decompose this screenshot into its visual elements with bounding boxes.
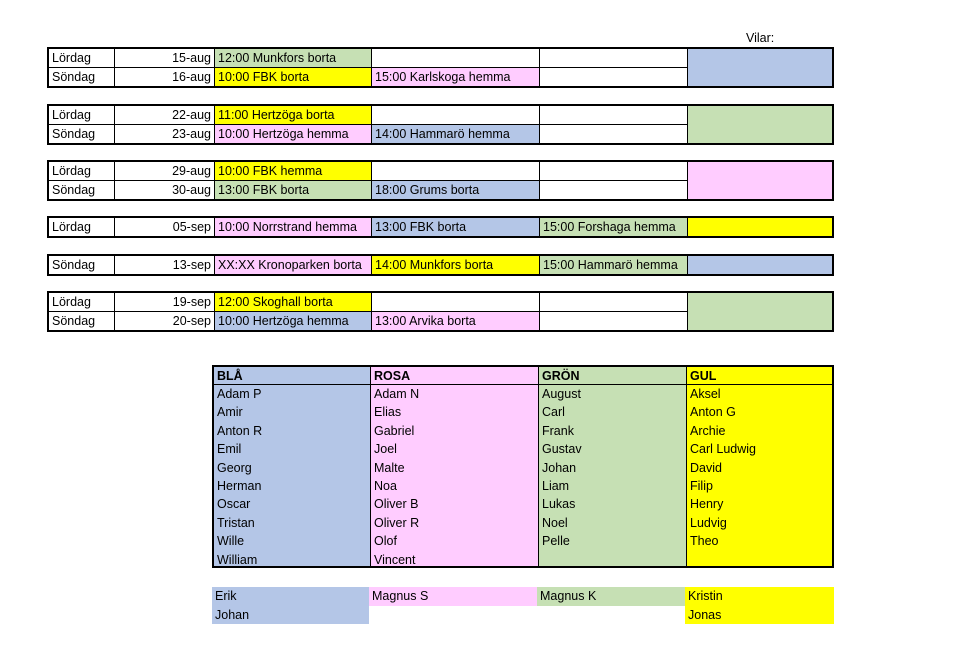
match-cell: 13:00 FBK borta <box>215 181 372 199</box>
team-member: Henry <box>690 497 724 512</box>
team-member: Filip <box>690 478 713 493</box>
match-cell <box>540 49 688 67</box>
resting-team-cell <box>688 49 832 86</box>
team-member: Amir <box>217 405 243 420</box>
date-cell: 29-aug <box>115 162 215 180</box>
schedule-block <box>47 291 834 332</box>
match-cell <box>372 106 540 124</box>
day-cell: Söndag <box>49 181 115 199</box>
day-cell: Söndag <box>49 312 115 330</box>
coach-column <box>369 587 537 606</box>
day-cell: Söndag <box>49 68 115 86</box>
team-member: Adam P <box>217 387 262 401</box>
team-member: Noel <box>542 515 568 530</box>
team-member: Johan <box>542 460 577 475</box>
match-cell <box>540 162 688 180</box>
team-member: Elias <box>374 405 402 420</box>
match-cell: 10:00 Norrstrand hemma <box>215 218 372 236</box>
team-member: August <box>542 387 581 401</box>
coach-name: Erik <box>212 587 369 606</box>
team-member: Olof <box>374 534 397 549</box>
schedule-block <box>47 104 834 145</box>
coach-column <box>685 587 834 624</box>
match-cell <box>372 162 540 180</box>
team-name: GUL <box>687 367 832 385</box>
team-member: Vincent <box>374 552 416 567</box>
match-cell: XX:XX Kronoparken borta <box>215 256 372 274</box>
match-cell <box>540 68 688 86</box>
match-cell <box>540 312 688 330</box>
date-cell: 15-aug <box>115 49 215 67</box>
team-member: Gustav <box>542 442 582 457</box>
team-member: Oscar <box>217 497 251 512</box>
date-cell: 05-sep <box>115 218 215 236</box>
date-cell: 13-sep <box>115 256 215 274</box>
team-member: Aksel <box>690 387 721 401</box>
team-member: Anton R <box>217 423 263 438</box>
match-cell: 10:00 FBK hemma <box>215 162 372 180</box>
coach-name: Jonas <box>685 606 834 625</box>
team-member: Carl <box>542 405 565 420</box>
resting-team-cell <box>688 256 832 274</box>
team-member: Carl Ludwig <box>690 442 757 457</box>
team-member: Ludvig <box>690 515 727 530</box>
match-cell <box>372 293 540 311</box>
date-cell: 23-aug <box>115 125 215 143</box>
resting-team-cell <box>688 293 832 330</box>
coach-column <box>537 587 685 606</box>
date-cell: 30-aug <box>115 181 215 199</box>
coach-column <box>212 587 369 624</box>
team-member: Georg <box>217 460 252 475</box>
team-member: Theo <box>690 534 719 549</box>
team-name: BLÅ <box>214 367 370 385</box>
team-column <box>687 367 832 566</box>
day-cell: Lördag <box>49 106 115 124</box>
match-cell: 13:00 Arvika borta <box>372 312 540 330</box>
match-cell <box>540 181 688 199</box>
match-cell <box>372 49 540 67</box>
coach-name: Kristin <box>685 587 834 606</box>
match-cell: 12:00 Skoghall borta <box>215 293 372 311</box>
match-cell <box>540 106 688 124</box>
date-cell: 16-aug <box>115 68 215 86</box>
team-member: Anton G <box>690 405 736 420</box>
resting-team-cell <box>688 106 832 143</box>
schedule-block <box>47 254 834 276</box>
coach-name: Magnus S <box>369 587 537 606</box>
match-cell: 10:00 Hertzöga hemma <box>215 312 372 330</box>
schedule-block <box>47 160 834 201</box>
team-member: Joel <box>374 442 397 457</box>
team-name: GRÖN <box>539 367 686 385</box>
date-cell: 20-sep <box>115 312 215 330</box>
match-cell <box>540 125 688 143</box>
team-member: Gabriel <box>374 423 415 438</box>
day-cell: Lördag <box>49 218 115 236</box>
rest-column-label: Vilar: <box>746 31 775 45</box>
match-cell: 11:00 Hertzöga borta <box>215 106 372 124</box>
teams-table <box>212 365 834 568</box>
match-cell: 15:00 Forshaga hemma <box>540 218 688 236</box>
team-member: Tristan <box>217 515 255 530</box>
day-cell: Lördag <box>49 49 115 67</box>
match-cell <box>540 293 688 311</box>
match-cell: 13:00 FBK borta <box>372 218 540 236</box>
date-cell: 22-aug <box>115 106 215 124</box>
resting-team-cell <box>688 162 832 199</box>
match-cell: 14:00 Munkfors borta <box>372 256 540 274</box>
team-member: Adam N <box>374 387 420 401</box>
day-cell: Söndag <box>49 256 115 274</box>
day-cell: Lördag <box>49 293 115 311</box>
team-member: David <box>690 460 722 475</box>
match-cell: 18:00 Grums borta <box>372 181 540 199</box>
coach-name: Magnus K <box>537 587 685 606</box>
match-cell: 12:00 Munkfors borta <box>215 49 372 67</box>
day-cell: Lördag <box>49 162 115 180</box>
team-member: Oliver R <box>374 515 420 530</box>
date-cell: 19-sep <box>115 293 215 311</box>
team-column <box>214 367 371 566</box>
team-member: Emil <box>217 442 242 457</box>
coaches-list <box>212 587 834 627</box>
team-member: Herman <box>217 478 262 493</box>
team-member: William <box>217 552 258 567</box>
team-member: Frank <box>542 423 574 438</box>
team-member: Oliver B <box>374 497 419 512</box>
team-member: Wille <box>217 534 245 549</box>
match-cell: 10:00 FBK borta <box>215 68 372 86</box>
team-member: Noa <box>374 478 397 493</box>
match-cell: 15:00 Hammarö hemma <box>540 256 688 274</box>
day-cell: Söndag <box>49 125 115 143</box>
schedule-block <box>47 216 834 238</box>
resting-team-cell <box>688 218 832 236</box>
team-member: Pelle <box>542 534 570 549</box>
team-member: Archie <box>690 423 726 438</box>
team-member: Malte <box>374 460 405 475</box>
team-column <box>539 367 687 566</box>
team-member: Liam <box>542 478 570 493</box>
schedule-block <box>47 47 834 88</box>
match-cell: 14:00 Hammarö hemma <box>372 125 540 143</box>
team-column <box>371 367 539 566</box>
match-cell: 15:00 Karlskoga hemma <box>372 68 540 86</box>
match-cell: 10:00 Hertzöga hemma <box>215 125 372 143</box>
team-name: ROSA <box>371 367 538 385</box>
coach-name: Johan <box>212 606 369 625</box>
team-member: Lukas <box>542 497 576 512</box>
